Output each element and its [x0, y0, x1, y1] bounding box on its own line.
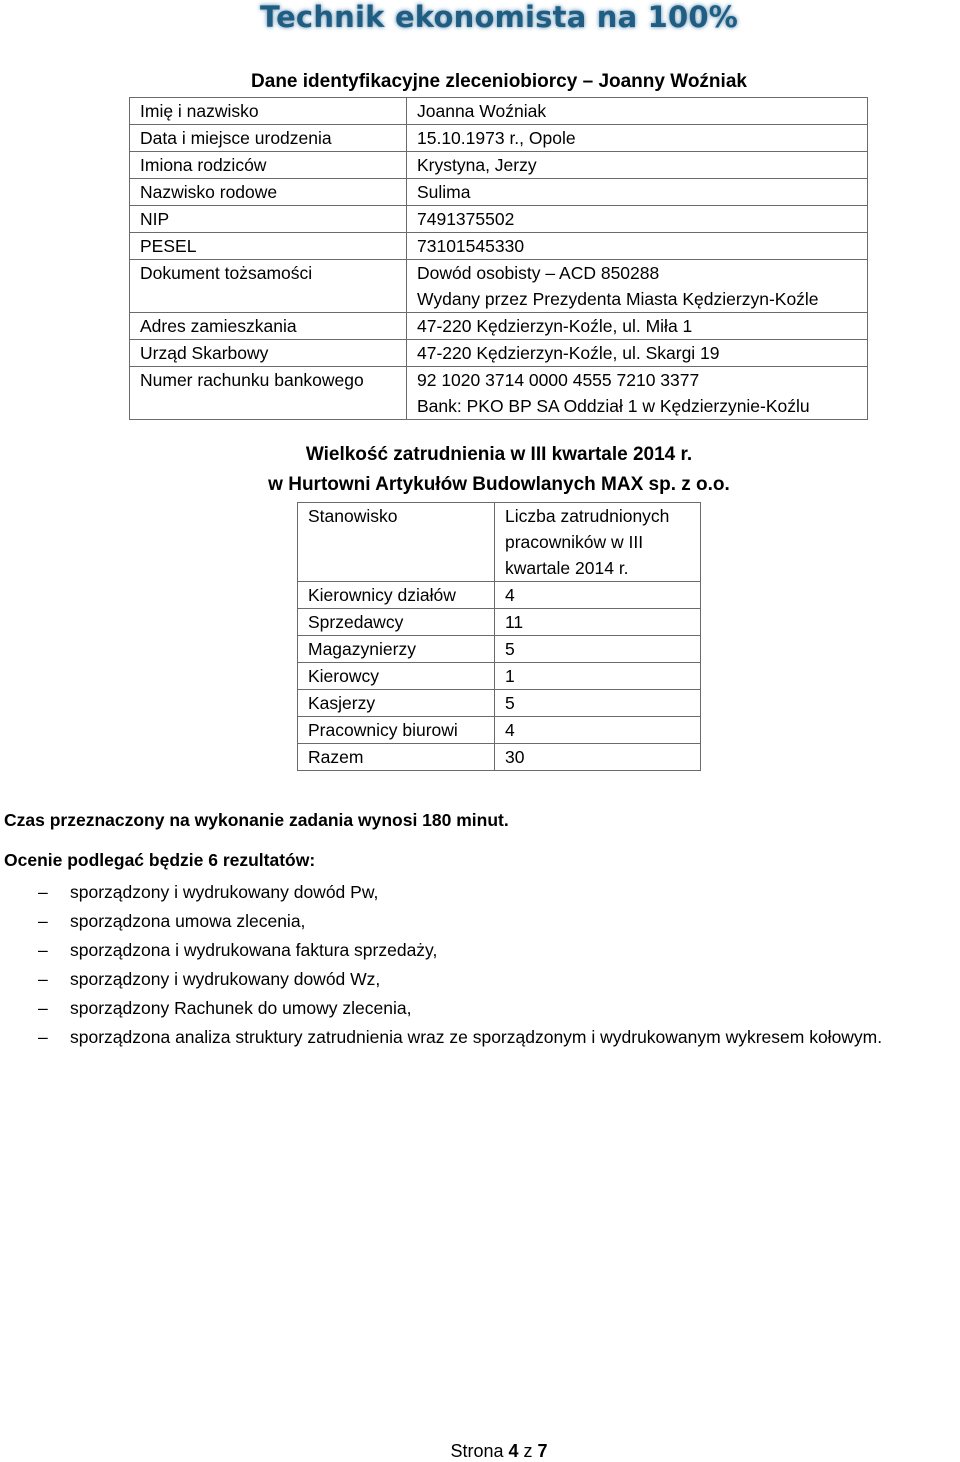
- row-value: Krystyna, Jerzy: [407, 152, 868, 179]
- row-value-line2: Wydany przez Prezydenta Miasta Kędzierzyn-Koźle: [417, 289, 819, 309]
- count-cell: 5: [495, 636, 701, 663]
- footer-total-pages: 7: [537, 1441, 548, 1461]
- table-row: [298, 609, 701, 636]
- row-value: Sulima: [407, 179, 868, 206]
- table-row: [298, 744, 701, 771]
- row-label: Imiona rodziców: [130, 152, 407, 179]
- row-label: Urząd Skarbowy: [130, 340, 407, 367]
- row-value: [407, 367, 868, 420]
- identity-title: Dane identyfikacyjne zleceniobiorcy – Joanny Woźniak: [251, 71, 747, 92]
- row-label: Dokument tożsamości: [130, 260, 407, 313]
- count-cell: 4: [495, 582, 701, 609]
- watermark-title: Technik ekonomista na 100%: [259, 0, 739, 34]
- employment-title-line1: Wielkość zatrudnienia w III kwartale 2014 r.: [305, 444, 693, 465]
- position-cell: Pracownicy biurowi: [298, 717, 495, 744]
- table-row: [130, 98, 868, 125]
- list-item: [0, 878, 882, 907]
- table-row: [130, 367, 868, 420]
- table-row: [298, 636, 701, 663]
- table-row: [298, 717, 701, 744]
- row-value-line2: Bank: PKO BP SA Oddział 1 w Kędzierzynie-Koźlu: [417, 396, 810, 416]
- row-value: 47-220 Kędzierzyn-Koźle, ul. Miła 1: [407, 313, 868, 340]
- list-item-text: sporządzony Rachunek do umowy zlecenia,: [70, 998, 412, 1018]
- position-cell: Sprzedawcy: [298, 609, 495, 636]
- bullet-dash: –: [38, 911, 48, 931]
- table-row: [130, 179, 868, 206]
- footer-prefix: Strona: [450, 1441, 504, 1461]
- row-label: Imię i nazwisko: [130, 98, 407, 125]
- list-item: [0, 994, 882, 1023]
- header-position: Stanowisko: [298, 503, 495, 582]
- list-item: [0, 936, 882, 965]
- footer-sep: z: [523, 1441, 533, 1461]
- row-value-line1: Dowód osobisty – ACD 850288: [417, 263, 660, 283]
- row-value: [407, 260, 868, 313]
- time-note: Czas przeznaczony na wykonanie zadania wynosi 180 minut.: [4, 810, 509, 830]
- position-cell: Razem: [298, 744, 495, 771]
- header-count: Liczba zatrudnionych pracowników w III kwartale 2014 r.: [495, 503, 701, 582]
- employment-table: [297, 502, 701, 771]
- table-row: [298, 690, 701, 717]
- position-cell: Kasjerzy: [298, 690, 495, 717]
- row-value: 7491375502: [407, 206, 868, 233]
- table-row: [130, 340, 868, 367]
- list-item-text: sporządzony i wydrukowany dowód Pw,: [70, 882, 379, 902]
- position-cell: Magazynierzy: [298, 636, 495, 663]
- employment-title-line2: w Hurtowni Artykułów Budowlanych MAX sp. z o.o.: [268, 474, 730, 495]
- results-list: [0, 878, 882, 1052]
- bullet-dash: –: [38, 1027, 48, 1047]
- table-row: [130, 260, 868, 313]
- table-row: [130, 313, 868, 340]
- list-item-text: sporządzona i wydrukowana faktura sprzedaży,: [70, 940, 438, 960]
- list-item: [0, 965, 882, 994]
- bullet-dash: –: [38, 969, 48, 989]
- list-item: [0, 1023, 882, 1052]
- position-cell: Kierowcy: [298, 663, 495, 690]
- table-row: [130, 233, 868, 260]
- list-item-text: sporządzony i wydrukowany dowód Wz,: [70, 969, 381, 989]
- row-label: PESEL: [130, 233, 407, 260]
- table-row: [298, 663, 701, 690]
- row-value: 73101545330: [407, 233, 868, 260]
- count-cell: 5: [495, 690, 701, 717]
- identity-table: [129, 97, 868, 420]
- row-label: Adres zamieszkania: [130, 313, 407, 340]
- table-row: [298, 582, 701, 609]
- row-value: 47-220 Kędzierzyn-Koźle, ul. Skargi 19: [407, 340, 868, 367]
- row-label: Nazwisko rodowe: [130, 179, 407, 206]
- bullet-dash: –: [38, 940, 48, 960]
- row-value-line1: 92 1020 3714 0000 4555 7210 3377: [417, 370, 700, 390]
- count-cell: 1: [495, 663, 701, 690]
- table-row: [130, 206, 868, 233]
- row-label: Numer rachunku bankowego: [130, 367, 407, 420]
- page-footer: [0, 1441, 960, 1462]
- count-cell: 30: [495, 744, 701, 771]
- table-header-row: [298, 503, 701, 582]
- row-label: Data i miejsce urodzenia: [130, 125, 407, 152]
- row-label: NIP: [130, 206, 407, 233]
- count-cell: 11: [495, 609, 701, 636]
- list-item: [0, 907, 882, 936]
- table-row: [130, 152, 868, 179]
- bullet-dash: –: [38, 998, 48, 1018]
- list-item-text: sporządzona analiza struktury zatrudnienia wraz ze sporządzonym i wydrukowanym wykresem kołowym.: [70, 1027, 883, 1047]
- position-cell: Kierownicy działów: [298, 582, 495, 609]
- footer-current-page: 4: [508, 1441, 519, 1461]
- results-heading: Ocenie podlegać będzie 6 rezultatów:: [4, 850, 316, 870]
- count-cell: 4: [495, 717, 701, 744]
- list-item-text: sporządzona umowa zlecenia,: [70, 911, 306, 931]
- table-row: [130, 125, 868, 152]
- row-value: Joanna Woźniak: [407, 98, 868, 125]
- bullet-dash: –: [38, 882, 48, 902]
- row-value: 15.10.1973 r., Opole: [407, 125, 868, 152]
